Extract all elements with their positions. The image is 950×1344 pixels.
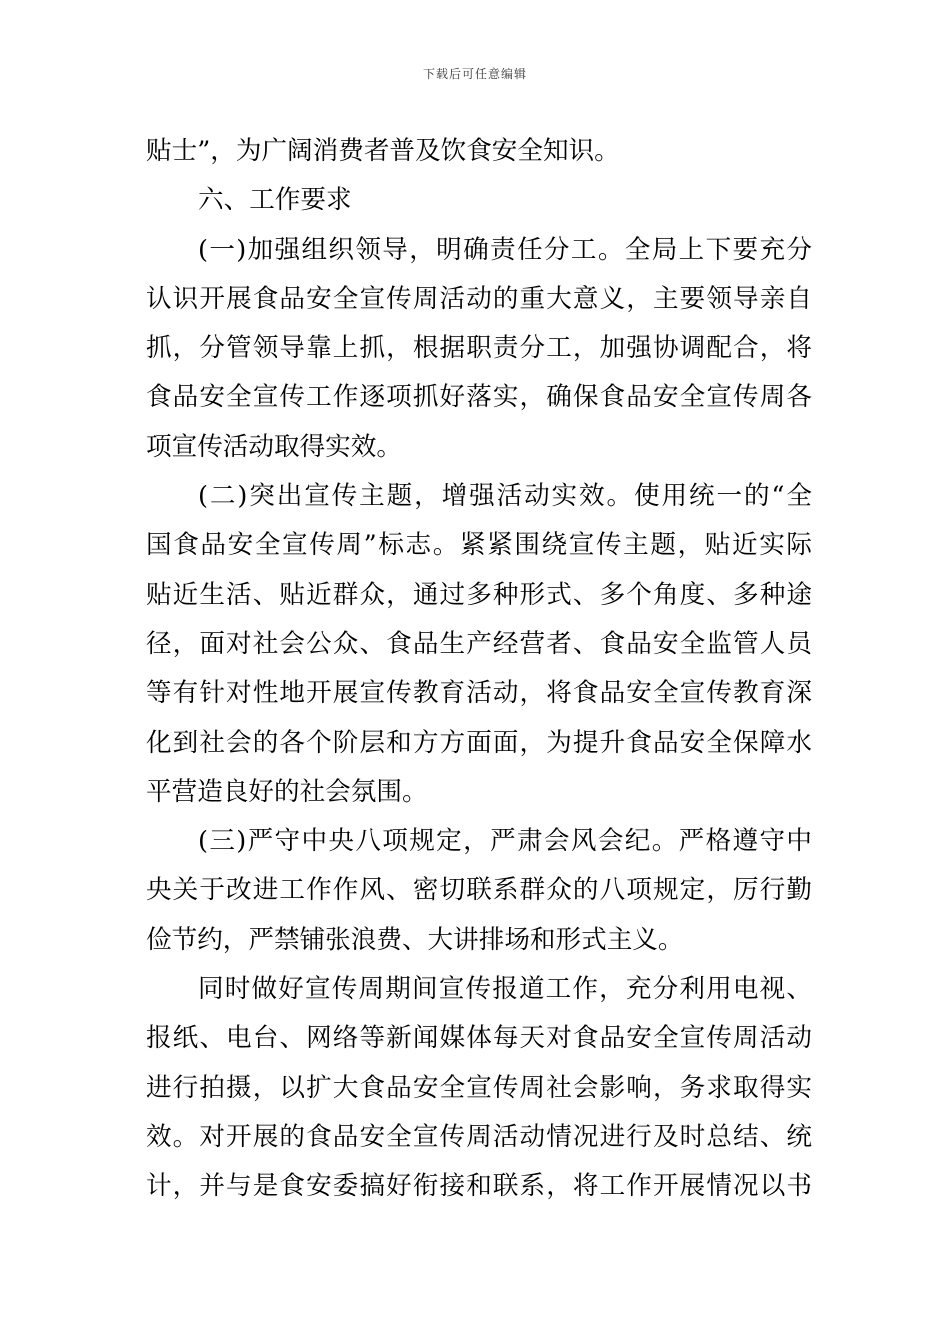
text-line: 等有针对性地开展宣传教育活动，将食品安全宣传教育深 xyxy=(146,678,812,709)
text-line: 央关于改进工作作风、密切联系群众的八项规定，厉行勤 xyxy=(146,875,812,906)
page-header: 下载后可任意编辑 xyxy=(422,67,527,81)
text-line: 贴士”，为广阔消费者普及饮食安全知识。 xyxy=(146,136,620,166)
text-line: 计，并与是食安委搞好衔接和联系，将工作开展情况以书 xyxy=(146,1171,812,1202)
text-line: 食品安全宣传工作逐项抓好落实，确保食品安全宣传周各 xyxy=(146,382,812,413)
text-line: 进行拍摄，以扩大食品安全宣传周社会影响，务求取得实 xyxy=(146,1072,812,1103)
document-body xyxy=(146,127,812,1212)
text-line: 化到社会的各个阶层和方方面面，为提升食品安全保障水 xyxy=(146,727,812,758)
text-line: 认识开展食品安全宣传周活动的重大意义，主要领导亲自 xyxy=(146,283,812,314)
text-line: 俭节约，严禁铺张浪费、大讲排场和形式主义。 xyxy=(146,924,684,955)
text-line: 平营造良好的社会氛围。 xyxy=(146,776,428,807)
text-line: 项宣传活动取得实效。 xyxy=(146,431,402,462)
text-line: 国食品安全宣传周”标志。紧紧围绕宣传主题，贴近实际 xyxy=(146,530,812,561)
text-line: 六、工作要求 xyxy=(198,185,352,216)
text-line: 报纸、电台、网络等新闻媒体每天对食品安全宣传周活动 xyxy=(146,1023,812,1054)
text-line: (三)严守中央八项规定，严肃会风会纪。严格遵守中 xyxy=(198,826,812,857)
text-line: 效。对开展的食品安全宣传周活动情况进行及时总结、统 xyxy=(146,1121,812,1152)
text-line: 径，面对社会公众、食品生产经营者、食品安全监管人员 xyxy=(146,628,812,659)
text-line: 同时做好宣传周期间宣传报道工作，充分利用电视、 xyxy=(198,974,812,1005)
text-line: 抓，分管领导靠上抓，根据职责分工，加强协调配合，将 xyxy=(146,333,812,364)
text-line: (二)突出宣传主题，增强活动实效。使用统一的“全 xyxy=(198,481,812,512)
text-line: 贴近生活、贴近群众，通过多种形式、多个角度、多种途 xyxy=(146,579,812,610)
text-line: (一)加强组织领导，明确责任分工。全局上下要充分 xyxy=(198,234,812,265)
